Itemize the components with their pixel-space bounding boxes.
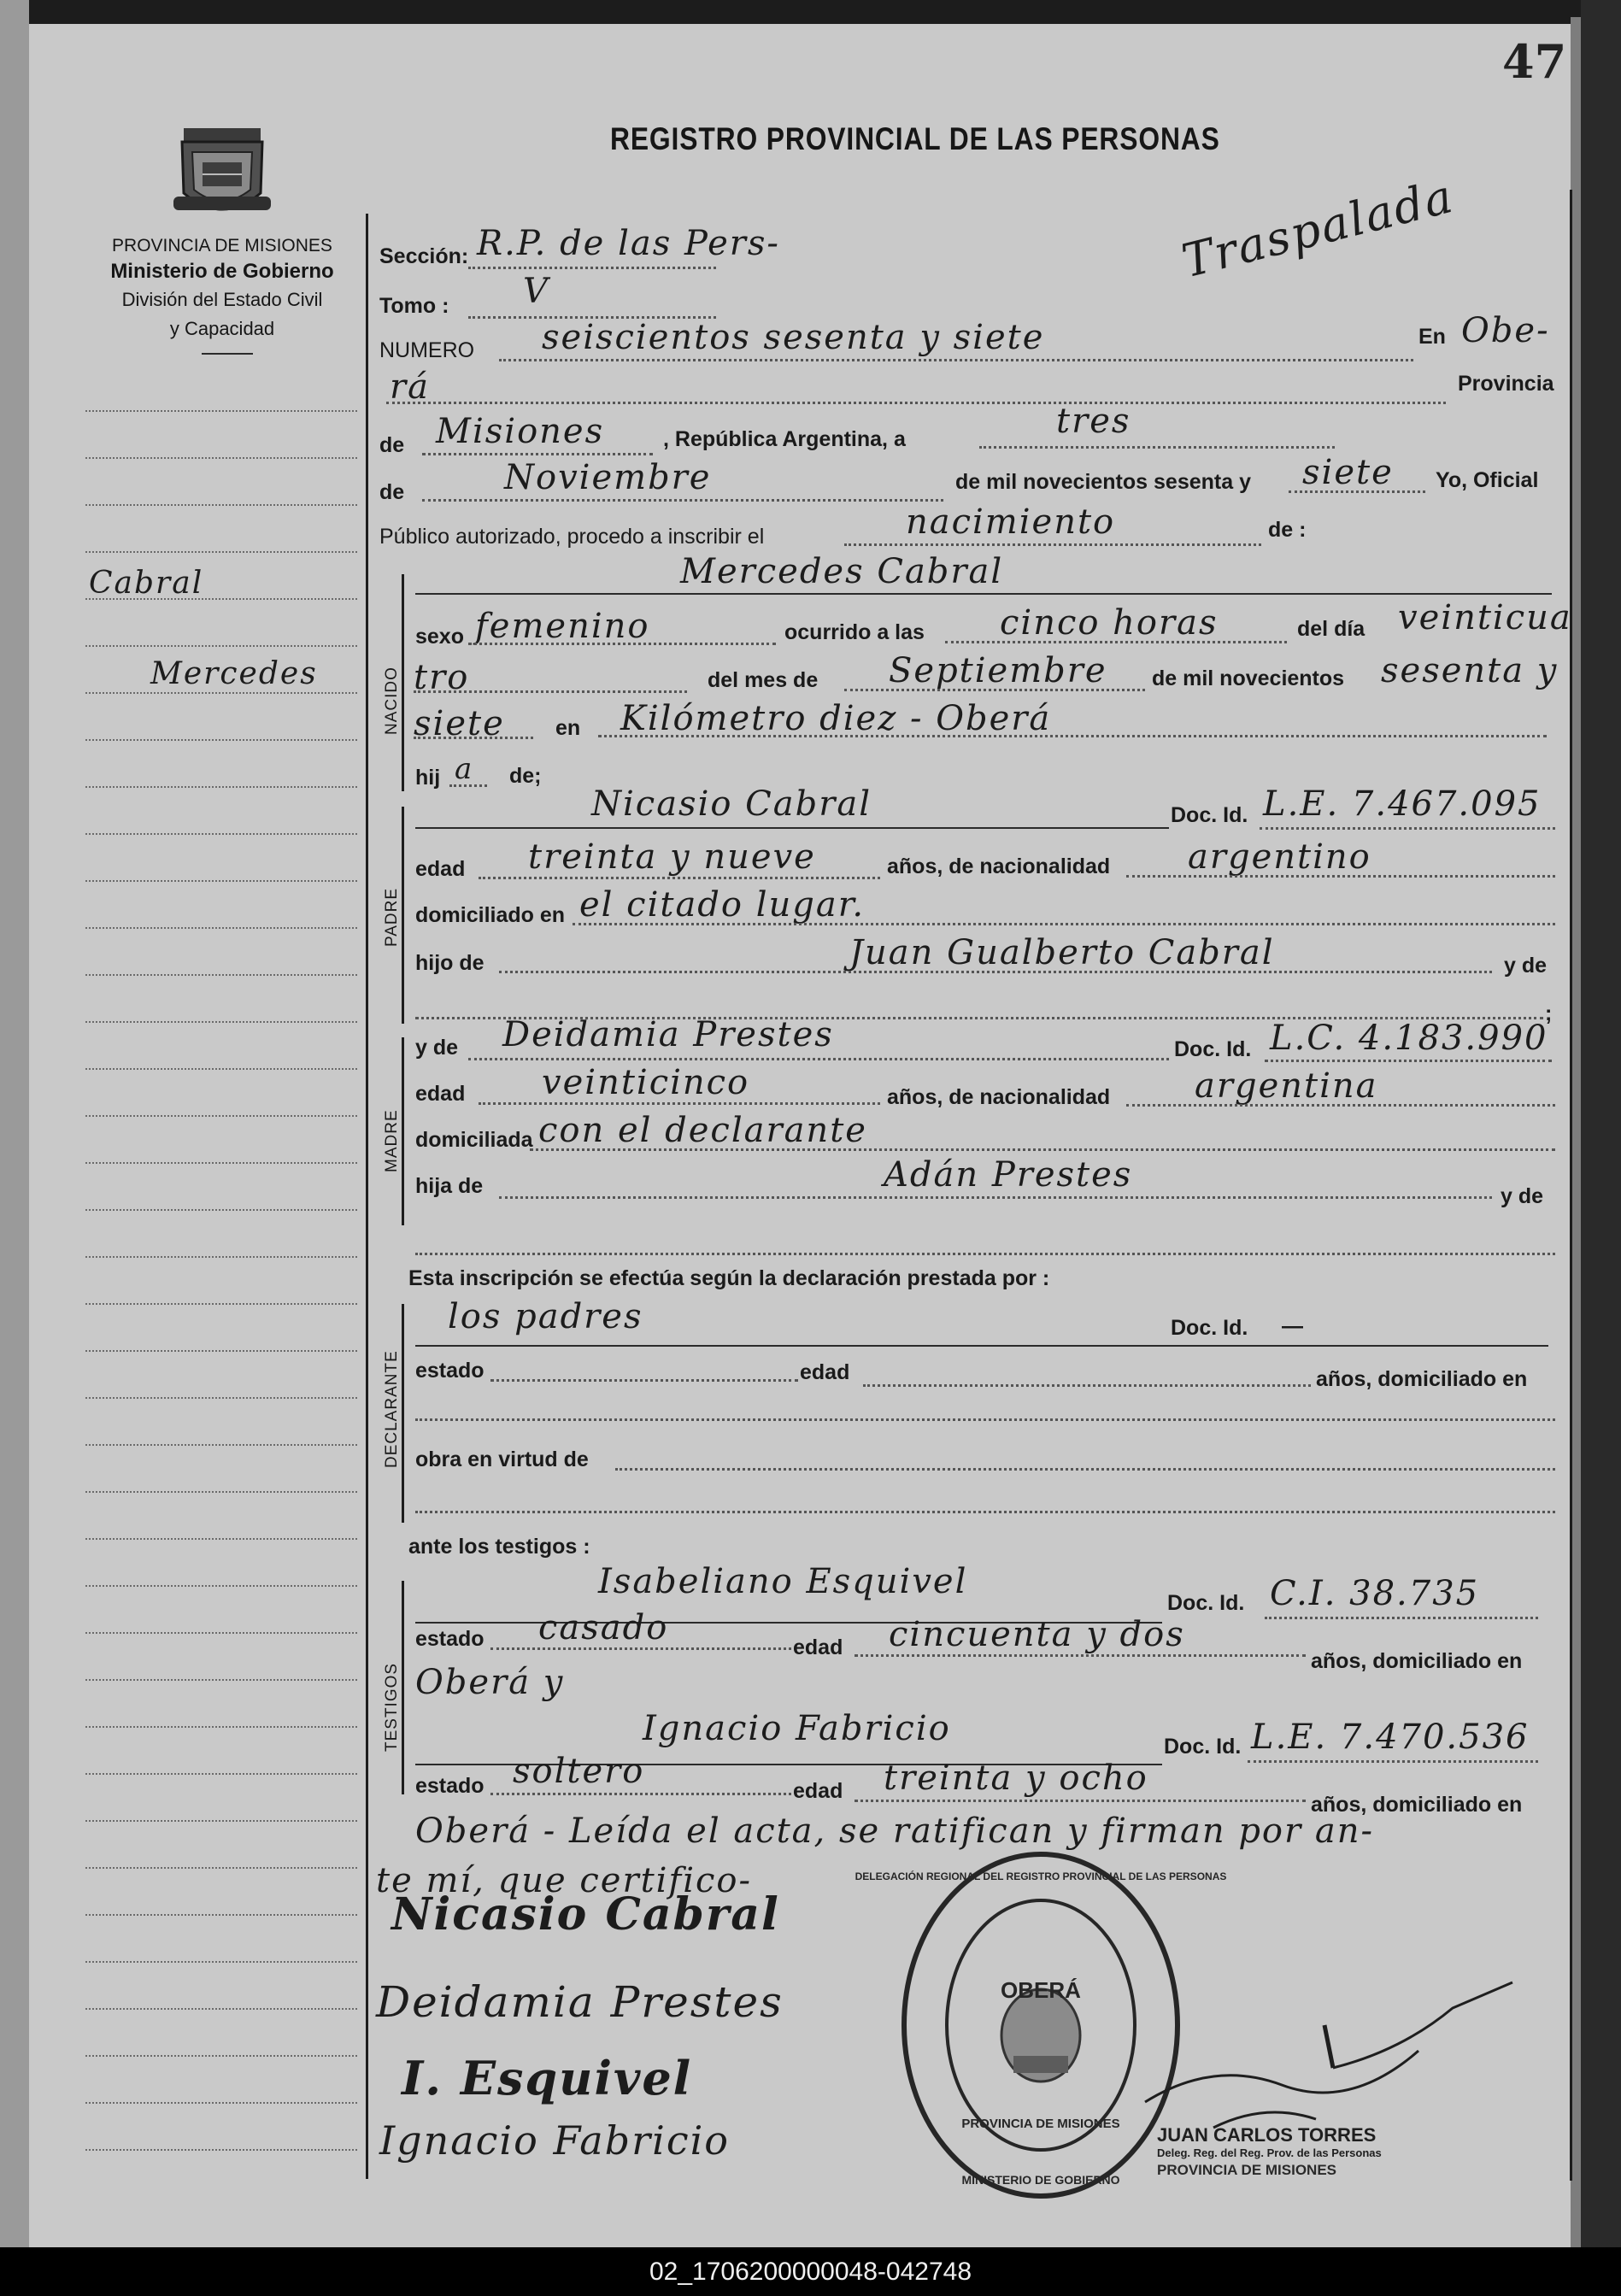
ledger-line	[85, 692, 357, 694]
ledger-line	[85, 1303, 357, 1305]
madre-dom-value: con el declarante	[538, 1111, 867, 1150]
dia-value: tres	[1056, 402, 1131, 441]
ledger-line	[85, 1256, 357, 1258]
capacity-label: y Capacidad	[169, 318, 275, 339]
padre-padre-line	[499, 971, 1492, 973]
signature-witness-2: Ignacio Fabricio	[379, 2117, 730, 2164]
ledger-line	[85, 739, 357, 741]
lugar-nac-line	[598, 735, 1547, 737]
testigo2-edad-line	[855, 1800, 1306, 1802]
provincia-value: Misiones	[436, 412, 605, 451]
padre-rule	[402, 807, 404, 1024]
mes-value: Noviembre	[504, 458, 712, 497]
testigo2-doc-value: L.E. 7.470.536	[1251, 1718, 1530, 1757]
ledger-line	[85, 1538, 357, 1540]
right-margin-rule	[1570, 190, 1572, 2181]
de-label-2: de	[379, 480, 405, 504]
main-margin-rule	[366, 214, 368, 2179]
ledger-line	[85, 1679, 357, 1681]
signature-witness-1: I. Esquivel	[402, 2051, 693, 2105]
testigo2-estado-line	[490, 1793, 791, 1795]
seccion-value: R.P. de las Pers-	[477, 224, 780, 263]
nacido-rule	[402, 574, 404, 791]
anio-nac-1: sesenta y	[1381, 651, 1559, 690]
testigo1-estado-value: casado	[538, 1608, 669, 1647]
padre-domiciliado-label: domiciliado en	[415, 903, 566, 927]
hij-suffix: a	[455, 752, 474, 786]
del-mes-label: del mes de	[708, 668, 819, 692]
ministry-label: Ministerio de Gobierno	[110, 260, 334, 283]
testigo1-estado-label: estado	[415, 1627, 485, 1651]
dia-nac-2: tro	[414, 658, 470, 697]
ledger-line	[85, 1961, 357, 1963]
madre-dom-line	[530, 1148, 1555, 1151]
en-lugar-label: en	[555, 716, 581, 740]
de-semicolon-label: de;	[509, 764, 542, 788]
ledger-line	[85, 2149, 357, 2151]
seccion-label: Sección:	[379, 244, 469, 268]
testigo1-edad-value: cincuenta y dos	[889, 1615, 1185, 1654]
acto-line	[844, 543, 1261, 546]
padre-edad-label: edad	[415, 857, 466, 881]
signature-mother: Deidamia Prestes	[376, 1977, 784, 2027]
scan-right-edge	[1581, 0, 1621, 2247]
madre-doc-value: L.C. 4.183.990	[1270, 1019, 1548, 1058]
seccion-line	[468, 267, 716, 269]
testigos-rule	[402, 1581, 404, 1794]
declarante-doc-label: Doc. Id.	[1171, 1316, 1248, 1340]
acto-value: nacimiento	[906, 502, 1116, 542]
tomo-label: Tomo :	[379, 294, 449, 318]
ledger-line	[85, 1021, 357, 1023]
declarante-line	[415, 1345, 1548, 1347]
madre-edad-label: edad	[415, 1082, 466, 1106]
ledger-line	[85, 1115, 357, 1117]
numero-line	[499, 359, 1413, 361]
footer-bar	[0, 2247, 1621, 2296]
madre-nombre-value: Deidamia Prestes	[502, 1015, 834, 1054]
padre-dom-line	[573, 923, 1555, 925]
seal-ring-text: DELEGACIÓN REGIONAL DEL REGISTRO PROVINCIAL DE LAS PERSONAS	[855, 1870, 1227, 1882]
en-place-1: Obe-	[1461, 311, 1550, 350]
testigo2-anos-label: años, domiciliado en	[1311, 1793, 1523, 1817]
ledger-line	[85, 1162, 357, 1164]
padre-edad-line	[479, 877, 880, 879]
ledger-line	[85, 1585, 357, 1587]
coat-of-arms-icon	[167, 118, 278, 229]
seal-top-text: OBERÁ	[1001, 1977, 1081, 2003]
declarante-value: los padres	[448, 1297, 643, 1336]
padre-anos-label: años, de nacionalidad	[887, 854, 1111, 878]
de-label-1: de	[379, 433, 405, 457]
madre-y-de-label: y de	[1501, 1184, 1544, 1208]
closing-line-1: Oberá - Leída el acta, se ratifican y firman por an-	[415, 1812, 1374, 1851]
de-mil-label: de mil novecientos sesenta y	[955, 470, 1251, 494]
madre-padre-line	[499, 1196, 1492, 1199]
testigo2-edad-value: treinta y ocho	[884, 1759, 1148, 1798]
padre-doc-label: Doc. Id.	[1171, 803, 1248, 827]
madre-y-de-label: y de	[415, 1036, 459, 1060]
testigo2-estado-label: estado	[415, 1774, 485, 1798]
ledger-line	[85, 880, 357, 882]
signature-father: Nicasio Cabral	[391, 1888, 780, 1941]
official-role: Deleg. Reg. del Reg. Prov. de las Personas	[1157, 2146, 1382, 2159]
madre-edad-line	[479, 1102, 880, 1105]
ledger-line	[85, 1820, 357, 1822]
inscripcion-label: Esta inscripción se efectúa según la declaración prestada por :	[408, 1266, 1050, 1290]
ledger-line	[85, 1726, 357, 1728]
ledger-line	[85, 645, 357, 647]
testigo1-dom-value: Oberá y	[415, 1663, 565, 1702]
del-dia-label: del día	[1297, 617, 1366, 641]
madre-nombre-line	[468, 1058, 1169, 1060]
scan-top-edge	[0, 0, 1621, 24]
ledger-line	[85, 1444, 357, 1446]
seal-bottom-text: PROVINCIA DE MISIONES	[961, 2117, 1120, 2131]
annotation-traspalada: Traspalada	[1177, 168, 1459, 289]
madre-doc-label: Doc. Id.	[1174, 1037, 1252, 1061]
sexo-value: femenino	[475, 607, 650, 646]
province-label: PROVINCIA DE MISIONES	[112, 236, 332, 255]
madre-doc-line	[1265, 1060, 1552, 1062]
declarante-anos-label: años, domiciliado en	[1316, 1367, 1528, 1391]
scan-left-edge	[0, 0, 29, 2247]
ledger-line	[85, 2055, 357, 2057]
testigo2-edad-label: edad	[793, 1779, 843, 1803]
declarante-rule	[402, 1304, 404, 1523]
padre-padre-value: Juan Gualberto Cabral	[849, 933, 1275, 972]
provincia-line	[422, 453, 653, 455]
nacido-top-line	[415, 593, 1552, 595]
madre-section-label: MADRE	[383, 1109, 401, 1172]
en-place-2: rá	[390, 367, 430, 407]
margin-given-name: Mercedes	[150, 656, 318, 691]
padre-dom-value: el citado lugar.	[579, 885, 866, 925]
anio-nac-line	[414, 737, 533, 739]
en-place-line	[386, 402, 1446, 404]
official-name: JUAN CARLOS TORRES	[1157, 2124, 1377, 2146]
domiciliada-label: domiciliada	[415, 1128, 533, 1152]
padre-doc-value: L.E. 7.467.095	[1263, 784, 1542, 824]
hija-de-label: hija de	[415, 1174, 484, 1198]
ledger-line	[85, 927, 357, 929]
padre-nombre-value: Nicasio Cabral	[591, 784, 872, 824]
madre-edad-value: veinticinco	[542, 1063, 750, 1102]
numero-label: NUMERO	[379, 338, 475, 362]
ledger-line	[85, 1632, 357, 1634]
ledger-line	[85, 1491, 357, 1493]
padre-nombre-line	[415, 827, 1169, 829]
hij-line	[449, 784, 487, 787]
ledger-line	[85, 833, 357, 835]
ledger-line	[85, 410, 357, 412]
obra-line-2	[415, 1511, 1555, 1513]
madre-nac-value: argentina	[1195, 1066, 1378, 1106]
ledger-line	[85, 974, 357, 976]
hora-line	[945, 641, 1287, 643]
mes-line	[422, 499, 943, 502]
testigo2-doc-line	[1248, 1760, 1538, 1763]
publico-label: Público autorizado, procedo a inscribir el	[379, 525, 765, 549]
anio-value: siete	[1302, 453, 1394, 492]
official-province: PROVINCIA DE MISIONES	[1157, 2162, 1337, 2178]
ledger-line	[85, 551, 357, 553]
header-rule	[202, 353, 253, 355]
declarante-estado-label: estado	[415, 1359, 485, 1383]
testigos-section-label: TESTIGOS	[383, 1662, 401, 1752]
closing-line-2: te mí, que certifico-	[376, 1861, 753, 1900]
declarante-edad-line	[863, 1384, 1311, 1387]
testigo1-doc-label: Doc. Id.	[1167, 1591, 1245, 1615]
ledger-line	[85, 1773, 357, 1775]
dia-nac-1: veinticua	[1398, 598, 1572, 637]
anio-nac-2: siete	[414, 704, 505, 743]
ocurrido-label: ocurrido a las	[784, 620, 925, 644]
obra-label: obra en virtud de	[415, 1447, 589, 1471]
ledger-line	[85, 1350, 357, 1352]
en-label: En	[1418, 325, 1446, 349]
anio-line	[1289, 490, 1425, 493]
testigo1-anos-label: años, domiciliado en	[1311, 1649, 1523, 1673]
declarante-doc-value: —	[1282, 1314, 1303, 1338]
padre-nac-value: argentino	[1188, 837, 1371, 877]
declarante-section-label: DECLARANTE	[383, 1350, 401, 1468]
nombre-value: Mercedes Cabral	[680, 552, 1004, 591]
madre-rule	[402, 1037, 404, 1225]
ante-label: ante los testigos :	[408, 1535, 590, 1559]
sexo-line	[468, 643, 776, 645]
page-title: REGISTRO PROVINCIAL DE LAS PERSONAS	[610, 121, 1220, 156]
page-number: 47	[1502, 34, 1567, 89]
obra-line	[615, 1468, 1555, 1471]
de-colon-label: de :	[1268, 518, 1307, 542]
tomo-value: V	[523, 272, 549, 311]
testigo1-doc-value: C.I. 38.735	[1270, 1574, 1480, 1613]
republica-label: , República Argentina, a	[663, 427, 906, 451]
footer-id: 02_1706200000048-042748	[649, 2258, 972, 2286]
ledger-line	[85, 2102, 357, 2104]
ledger-line	[85, 786, 357, 788]
declarante-dom-line	[415, 1418, 1555, 1421]
testigo1-edad-line	[855, 1654, 1306, 1657]
sexo-label: sexo	[415, 625, 464, 649]
ledger-line	[85, 2008, 357, 2010]
madre-padre-value: Adán Prestes	[884, 1155, 1133, 1195]
testigo2-estado-value: soltero	[513, 1752, 645, 1791]
testigo1-estado-line	[490, 1647, 791, 1650]
mes-nac-line	[844, 689, 1145, 691]
ledger-line	[85, 504, 357, 506]
declarante-estado-line	[490, 1379, 798, 1382]
padre-section-label: PADRE	[383, 887, 401, 947]
testigo1-doc-line	[1265, 1617, 1538, 1619]
margin-surname: Cabral	[89, 566, 204, 601]
de-mil-nac-label: de mil novecientos	[1152, 666, 1345, 690]
nacido-section-label: NACIDO	[383, 666, 401, 735]
provincia-label: Provincia	[1458, 372, 1554, 396]
madre-nac-line	[1126, 1104, 1555, 1107]
hij-label: hij	[415, 766, 441, 790]
ledger-line	[85, 1867, 357, 1869]
seal-ministry-text: MINISTERIO DE GOBIERNO	[961, 2173, 1120, 2187]
yo-oficial-label: Yo, Oficial	[1436, 468, 1539, 492]
semicolon: ;	[1545, 1001, 1553, 1025]
ledger-line	[85, 1397, 357, 1399]
padre-edad-value: treinta y nueve	[528, 837, 816, 877]
testigo1-edad-label: edad	[793, 1635, 843, 1659]
testigo1-value: Isabeliano Esquivel	[598, 1562, 968, 1601]
dia-line	[979, 446, 1335, 449]
ledger-line	[85, 457, 357, 459]
lugar-nac-value: Kilómetro diez - Oberá	[620, 699, 1052, 738]
testigo2-doc-label: Doc. Id.	[1164, 1735, 1242, 1759]
padre-doc-line	[1260, 827, 1555, 830]
padre-y-de-label: y de	[1504, 954, 1548, 978]
hijo-de-label: hijo de	[415, 951, 485, 975]
madre-abuela-line	[415, 1253, 1555, 1255]
dia-nac-line	[414, 690, 687, 693]
testigo2-value: Ignacio Fabricio	[643, 1709, 951, 1748]
ledger-line	[85, 1068, 357, 1070]
division-label: División del Estado Civil	[121, 289, 323, 310]
ledger-line	[85, 1914, 357, 1916]
numero-value: seiscientos sesenta y siete	[542, 318, 1045, 357]
ledger-line	[85, 1209, 357, 1211]
hora-value: cinco horas	[1000, 603, 1219, 643]
padre-nac-line	[1126, 875, 1555, 878]
madre-anos-label: años, de nacionalidad	[887, 1085, 1111, 1109]
mes-nac-value: Septiembre	[889, 651, 1107, 690]
declarante-edad-label: edad	[800, 1360, 850, 1384]
